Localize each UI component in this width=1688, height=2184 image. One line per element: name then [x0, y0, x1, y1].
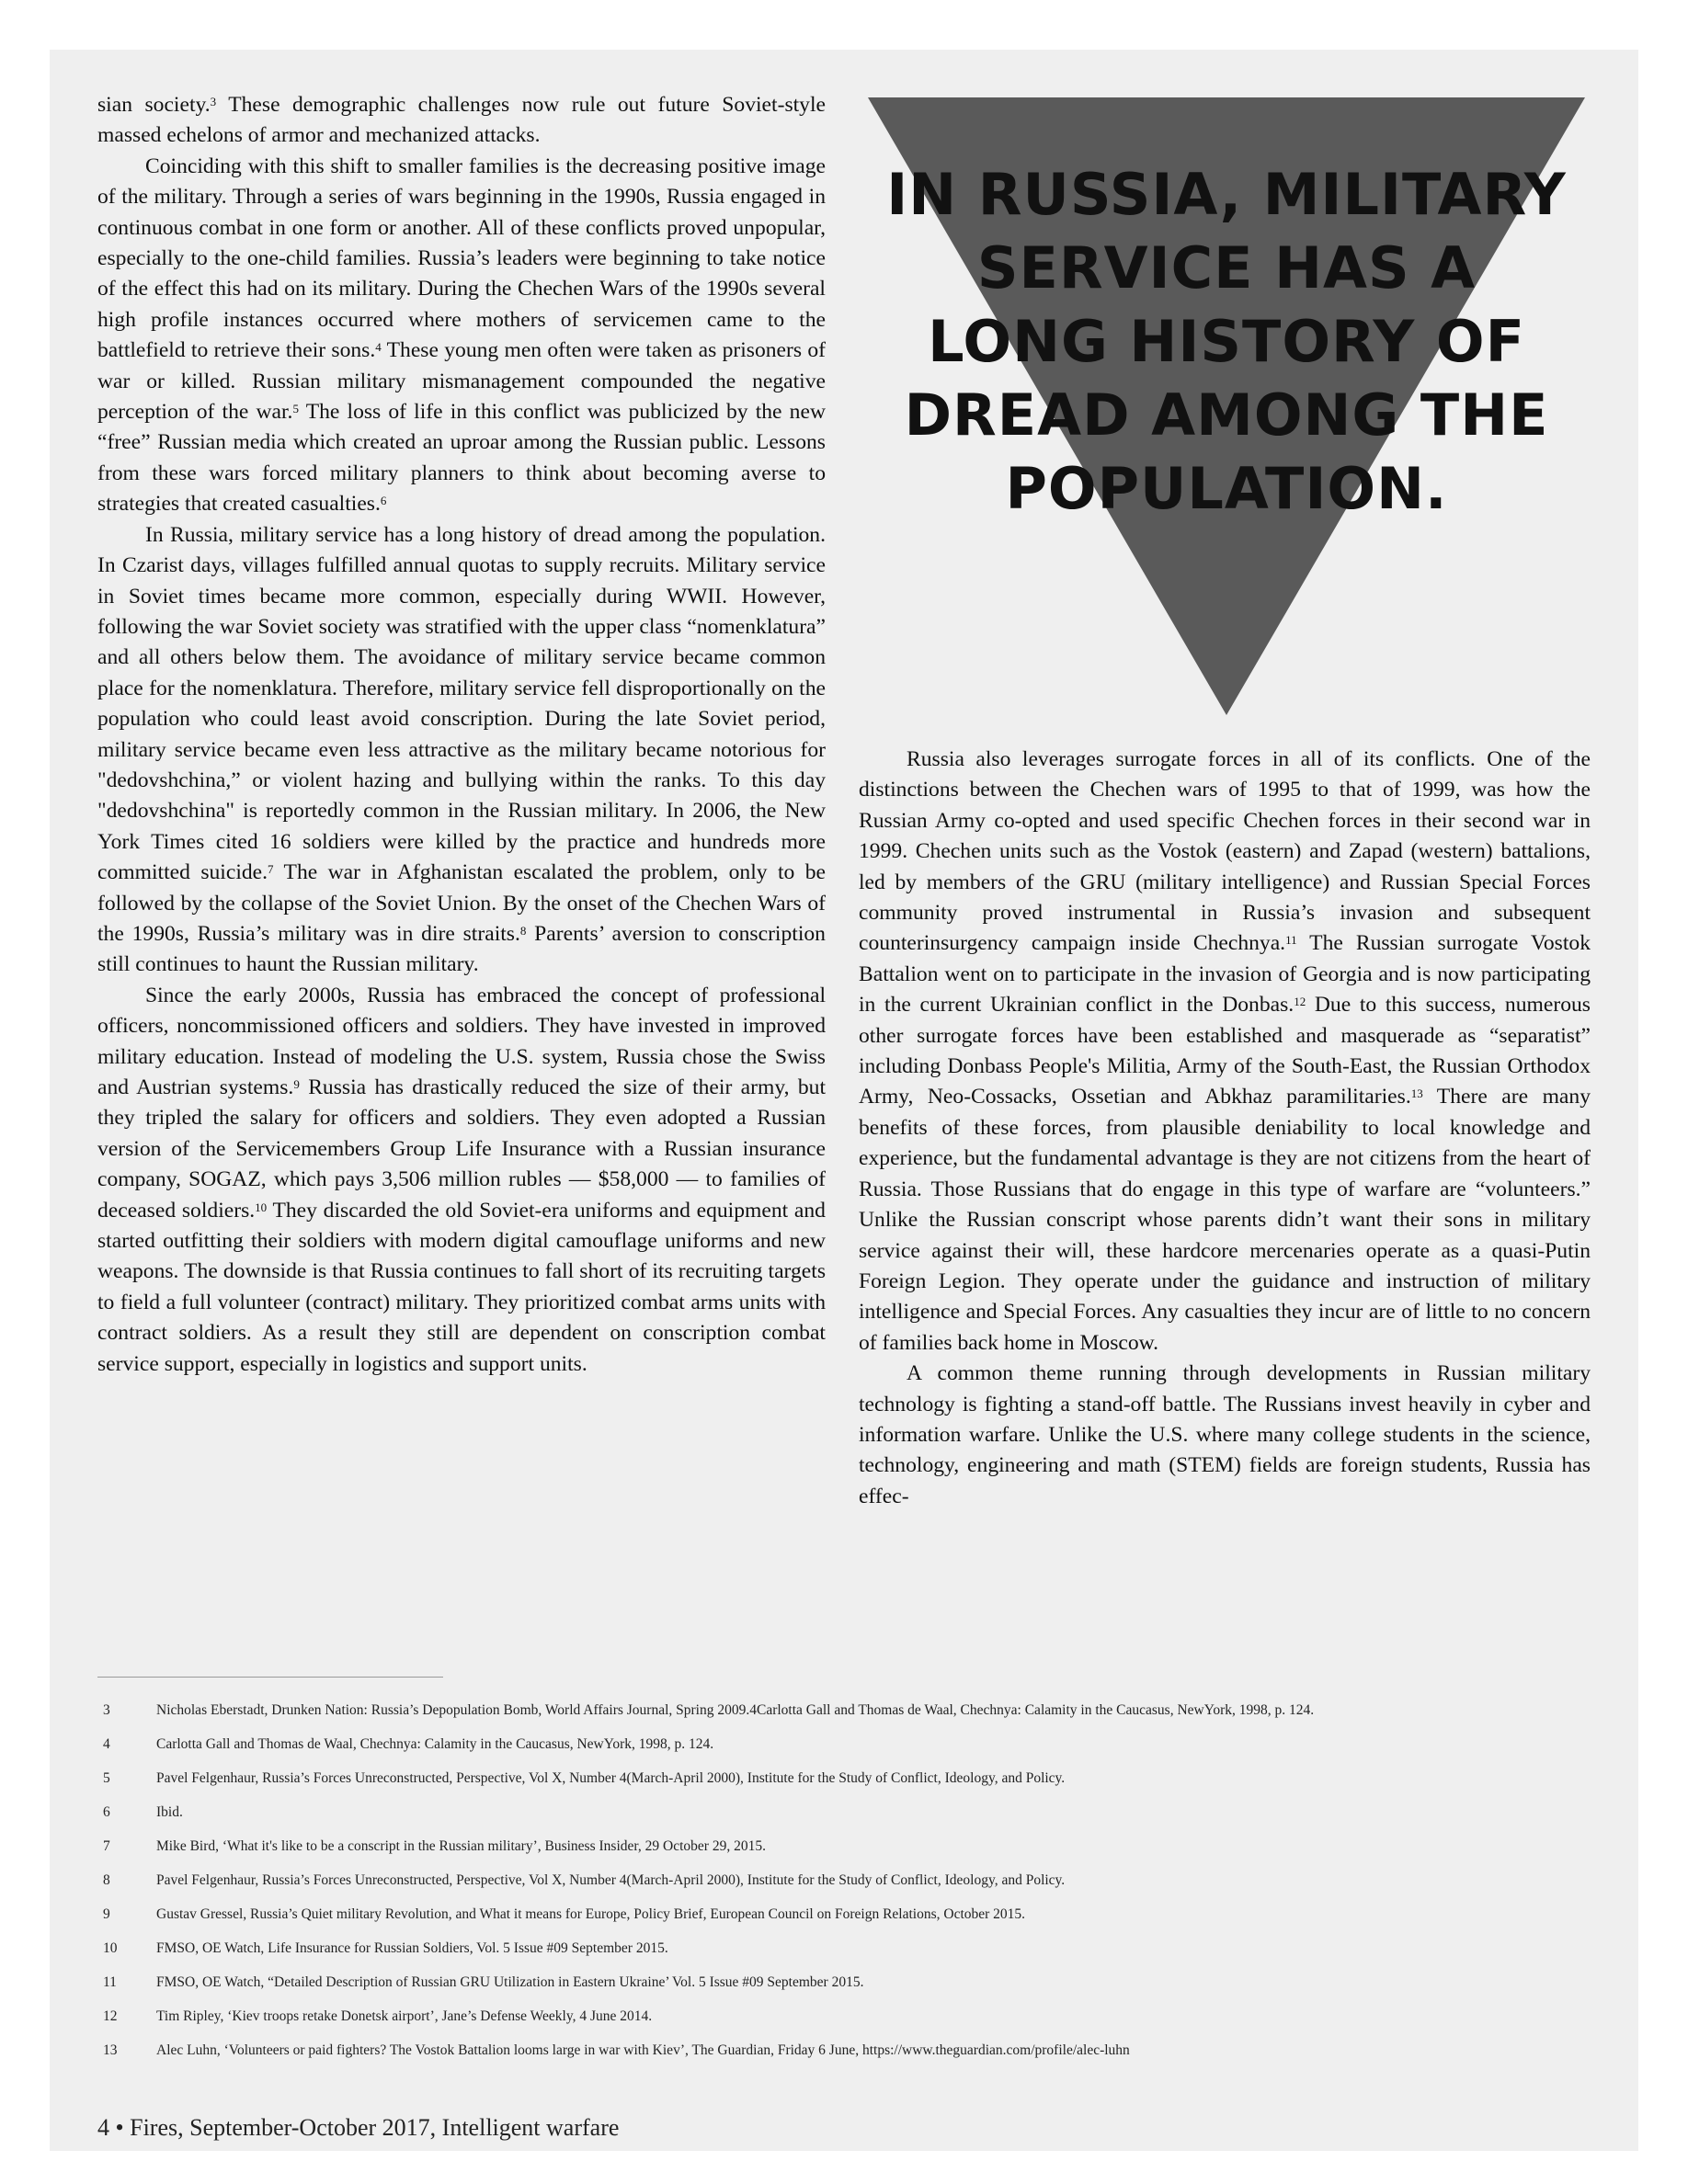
footnote-number: 4 [103, 1736, 110, 1752]
paragraph [97, 981, 826, 1380]
publication-info: Fires, September-October 2017, Intelligent warfare [130, 2114, 620, 2141]
paragraph-text: Russia has drastically reduced the size of their army, but they tripled the salary for officers and soldiers. They even adopted a Russian version of the Servicemembers Group Life Insurance with a Russian insurance company, SOGAZ, which pays 3,506 million rubles — $58,000 — to families of deceased soldiers. [97, 1075, 827, 1223]
paragraph-text: The war in Afghanistan escalated the problem, only to be followed by the collapse of the Soviet Union. By the onset of the Chechen Wars of the 1990s, Russia’s military was in dire straits. [97, 860, 826, 946]
footnotes [97, 1701, 1587, 2075]
paragraph [859, 745, 1591, 1359]
paragraph-text: These young men often were taken as prisoners of war or killed. Russian military mismanagement compounded the negative perception of the war. [97, 338, 827, 425]
footnote-text: FMSO, OE Watch, Life Insurance for Russian Soldiers, Vol. 5 Issue #09 September 2015. [156, 1940, 668, 1956]
footnote-item [97, 1735, 1587, 1755]
footnote-number: 3 [103, 1702, 110, 1718]
footnote-text: Mike Bird, ‘What it's like to be a conscript in the Russian military’, Business Insider, 29 October 29, 2015. [156, 1838, 766, 1854]
footnote-number: 9 [103, 1906, 110, 1922]
paragraph-text: There are many benefits of these forces, from plausible deniability to local knowledge and experience, but the fundamental advantage is they are not citizens from the heart of Russia. Those Russians that do engage in this type of warfare are “volunteers.” Unlike the Russian conscript whose parents didn’t want their sons in military service against their will, these hardcore mercenaries operate as a quasi-Putin Foreign Legion. They operate under the guidance and instruction of military intelligence and Special Forces. Any casualties they incur are of little to no concern of families back home in Moscow. [859, 1085, 1591, 1355]
paragraph-text: The loss of life in this conflict was publicized by the new “free” Russian media which created an uproar among the Russian public. Lessons from these wars forced military planners to think about becoming averse to strategies that created casualties. [97, 400, 826, 517]
pull-quote-line: POPULATION. [1005, 455, 1448, 522]
paragraph-text: Due to this success, numerous other surrogate forces have been established and masquerade as “separatist” including Donbass People's Militia, Army of the South-East, the Russian Orthodox Army, Neo-Cossacks, Ossetian and Abkhaz paramilitaries. [859, 993, 1591, 1109]
footnote-text: Alec Luhn, ‘Volunteers or paid fighters? The Vostok Battalion looms large in war with Kiev’, The Guardian, Friday 6 June, https://www.theguardian.com/profile/alec-luhn [156, 2042, 1130, 2058]
footnote-item [97, 1769, 1587, 1789]
footnote-ref: 6 [380, 494, 387, 508]
footnote-item [97, 2007, 1587, 2027]
paragraph [97, 90, 826, 152]
footnote-number: 12 [103, 2008, 118, 2024]
footnote-item [97, 1939, 1587, 1959]
pull-quote-line: DREAD AMONG THE [904, 381, 1549, 449]
footnote-ref: 7 [268, 862, 274, 877]
paragraph [859, 1359, 1591, 1512]
footnote-text: Ibid. [156, 1804, 183, 1820]
footnote-text: Gustav Gressel, Russia’s Quiet military Revolution, and What it means for Europe, Policy Brief, European Council on Foreign Relations, October 2015. [156, 1906, 1026, 1922]
paragraph-text: Russia also leverages surrogate forces in all of its conflicts. One of the distinctions between the Chechen wars of 1995 to that of 1999, was how the Russian Army co-opted and used specific Chechen forces in their second war in 1999. Chechen units such as the Vostok (eastern) and Zapad (western) battalions, led by members of the GRU (military intelligence) and Russian Special Forces community proved instrumental in Russia’s invasion and subsequent counterinsurgency campaign inside Chechnya. [859, 747, 1591, 956]
paragraph [97, 520, 826, 981]
footnote-number: 10 [103, 1940, 118, 1956]
pull-quote-text [868, 158, 1585, 526]
footnote-ref: 11 [1285, 933, 1297, 948]
footnote-text: Pavel Felgenhaur, Russia’s Forces Unreconstructed, Perspective, Vol X, Number 4(March-April 2000), Institute for the Study of Conflict, Ideology, and Policy. [156, 1872, 1066, 1888]
footnote-number: 7 [103, 1838, 110, 1854]
pull-quote-line: IN RUSSIA, MILITARY [886, 161, 1567, 228]
footnote-item [97, 2041, 1587, 2061]
footnote-ref: 12 [1294, 995, 1306, 1009]
footnote-item [97, 1701, 1587, 1721]
page [50, 50, 1638, 2151]
pull-quote-line: SERVICE HAS A [976, 234, 1477, 301]
footnote-number: 13 [103, 2042, 118, 2058]
footnote-text: FMSO, OE Watch, “Detailed Description of Russian GRU Utilization in Eastern Ukraine’ Vol. 5 Issue #09 September 2015. [156, 1974, 864, 1990]
paragraph-text: sian society. [97, 93, 211, 117]
paragraph-text: They discarded the old Soviet-era uniforms and equipment and started outfitting their soldiers with modern digital camouflage uniforms and new weapons. The downside is that Russia continues to fall short of its recruiting targets to field a full volunteer (contract) military. They prioritized combat arms units with contract soldiers. As a result they still are dependent on conscription combat service support, especially in logistics and support units. [97, 1198, 826, 1376]
footnote-ref: 13 [1410, 1086, 1423, 1101]
paragraph-text: Since the early 2000s, Russia has embraced the concept of professional officers, noncommissioned officers and soldiers. They have invested in improved military education. Instead of modeling the U.S. system, Russia chose the Swiss and Austrian systems. [97, 983, 826, 1099]
footnote-number: 5 [103, 1770, 110, 1786]
paragraph-text: The Russian surrogate Vostok Battalion went on to participate in the invasion of Georgia and is now participating in the current Ukrainian conflict in the Donbas. [859, 931, 1591, 1018]
footnote-ref: 9 [293, 1077, 300, 1091]
footnote-item [97, 1871, 1587, 1891]
pull-quote [868, 97, 1585, 759]
pull-quote-line: LONG HISTORY OF [928, 308, 1525, 375]
footnote-ref: 10 [255, 1200, 268, 1214]
footnote-item [97, 1803, 1587, 1823]
paragraph-text: A common theme running through developments in Russian military technology is fighting a stand-off battle. The Russians invest heavily in cyber and information warfare. Unlike the U.S. where many college students in the science, technology, engineering and math (STEM) fields are foreign students, Russia has effec- [859, 1361, 1591, 1508]
footnote-text: Nicholas Eberstadt, Drunken Nation: Russia’s Depopulation Bomb, World Affairs Journal, Spring 2009.4Carlotta Gall and Thomas de Waal, Chechnya: Calamity in the Caucasus, NewYork, 1998, p. 124. [156, 1702, 1315, 1718]
footnote-item [97, 1837, 1587, 1857]
right-column [859, 745, 1591, 1512]
footnote-number: 6 [103, 1804, 110, 1820]
paragraph [97, 152, 826, 520]
footnote-ref: 4 [375, 340, 382, 355]
footnote-text: Carlotta Gall and Thomas de Waal, Chechnya: Calamity in the Caucasus, NewYork, 1998, p. 124. [156, 1736, 714, 1752]
page-footer [97, 2114, 619, 2142]
footnote-item [97, 1973, 1587, 1993]
page-number: 4 [97, 2114, 109, 2141]
footnote-item [97, 1905, 1587, 1925]
footnote-text: Tim Ripley, ‘Kiev troops retake Donetsk airport’, Jane’s Defense Weekly, 4 June 2014. [156, 2008, 653, 2024]
paragraph-text: These demographic challenges now rule out future Soviet-style massed echelons of armor and mechanized attacks. [97, 93, 827, 148]
footnote-text: Pavel Felgenhaur, Russia’s Forces Unreconstructed, Perspective, Vol X, Number 4(March-April 2000), Institute for the Study of Conflict, Ideology, and Policy. [156, 1770, 1066, 1786]
paragraph-text: In Russia, military service has a long history of dread among the population. In Czarist days, villages fulfilled annual quotas to supply recruits. Military service in Soviet times became more common, especially during WWII. However, following the war Soviet society was stratified with the upper class “nomenklatura” and all others below them. The avoidance of military service became common place for the nomenklatura. Therefore, military service fell disproportionally on the population who could least avoid conscription. During the late Soviet period, military service became even less attractive as the military became notorious for "dedovshchina,” or violent hazing and bullying within the ranks. To this day "dedovshchina" is reportedly common in the Russian military. In 2006, the New York Times cited 16 soldiers were killed by the practice and hundreds more committed suicide. [97, 522, 826, 885]
footnote-ref: 8 [519, 923, 527, 938]
footnote-number: 8 [103, 1872, 110, 1888]
left-column [97, 90, 826, 1380]
footnote-ref: 5 [292, 402, 299, 416]
paragraph-text: Coinciding with this shift to smaller families is the decreasing positive image of the military. Through a series of wars beginning in the 1990s, Russia engaged in continuous combat in one form or another. All of these conflicts proved unpopular, especially to the one-child families. Russia’s leaders were beginning to take notice of the effect this had on its military. During the Chechen Wars of the 1990s several high profile instances occurred where mothers of servicemen came to the battlefield to retrieve their sons. [97, 154, 826, 363]
paragraph-text: Parents’ aversion to conscription still continues to haunt the Russian military. [97, 921, 826, 977]
footnote-number: 11 [103, 1974, 117, 1990]
footer-separator: • [115, 2114, 124, 2141]
footnote-ref: 3 [210, 95, 217, 108]
footnote-divider [97, 1677, 443, 1678]
